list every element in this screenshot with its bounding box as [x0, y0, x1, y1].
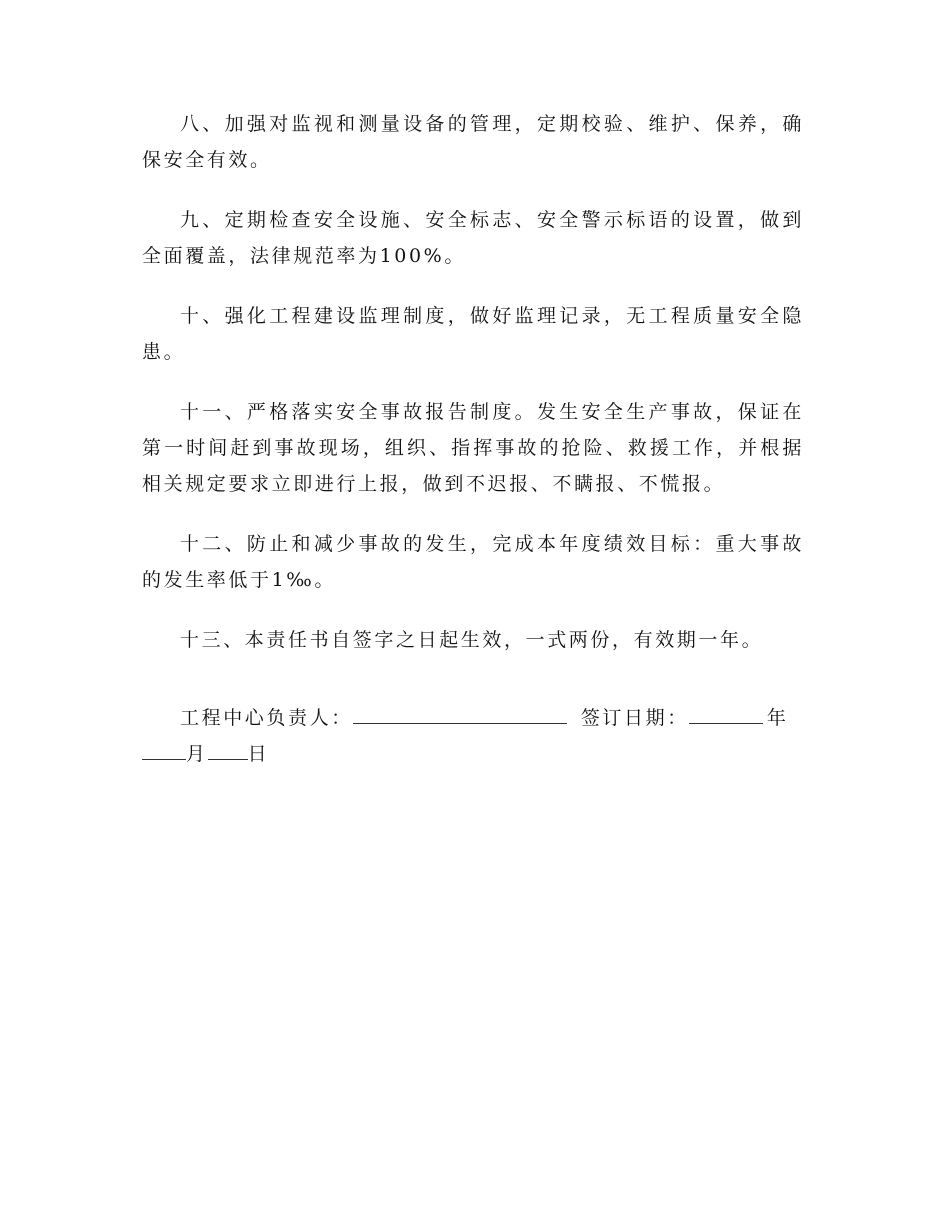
date-label: 签订日期：	[580, 707, 689, 729]
year-blank[interactable]	[689, 705, 763, 724]
clause-9: 九、定期检查安全设施、安全标志、安全警示标语的设置，做到全面覆盖，法律规范率为100%。	[142, 209, 804, 267]
clause-12: 十二、防止和减少事故的发生，完成本年度绩效目标：重大事故的发生率低于1‰。	[142, 533, 804, 591]
responsible-signature-blank[interactable]	[353, 705, 567, 724]
clause-8: 八、加强对监视和测量设备的管理，定期校验、维护、保养，确保安全有效。	[142, 113, 804, 171]
month-label: 月	[186, 743, 208, 765]
signature-block	[142, 700, 804, 772]
clause-13: 十三、本责任书自签字之日起生效，一式两份，有效期一年。	[180, 629, 764, 651]
day-label: 日	[247, 743, 270, 765]
month-blank[interactable]	[142, 741, 186, 760]
document-body	[142, 106, 804, 682]
year-label: 年	[766, 707, 789, 729]
day-blank[interactable]	[208, 741, 248, 760]
clause-10: 十、强化工程建设监理制度，做好监理记录，无工程质量安全隐患。	[142, 305, 804, 363]
responsible-label: 工程中心负责人：	[180, 707, 353, 729]
clause-11: 十一、严格落实安全事故报告制度。发生安全生产事故，保证在第一时间赶到事故现场，组织、指挥事故的抢险、救援工作，并根据相关规定要求立即进行上报，做到不迟报、不瞒报、不慌报。	[142, 401, 804, 495]
